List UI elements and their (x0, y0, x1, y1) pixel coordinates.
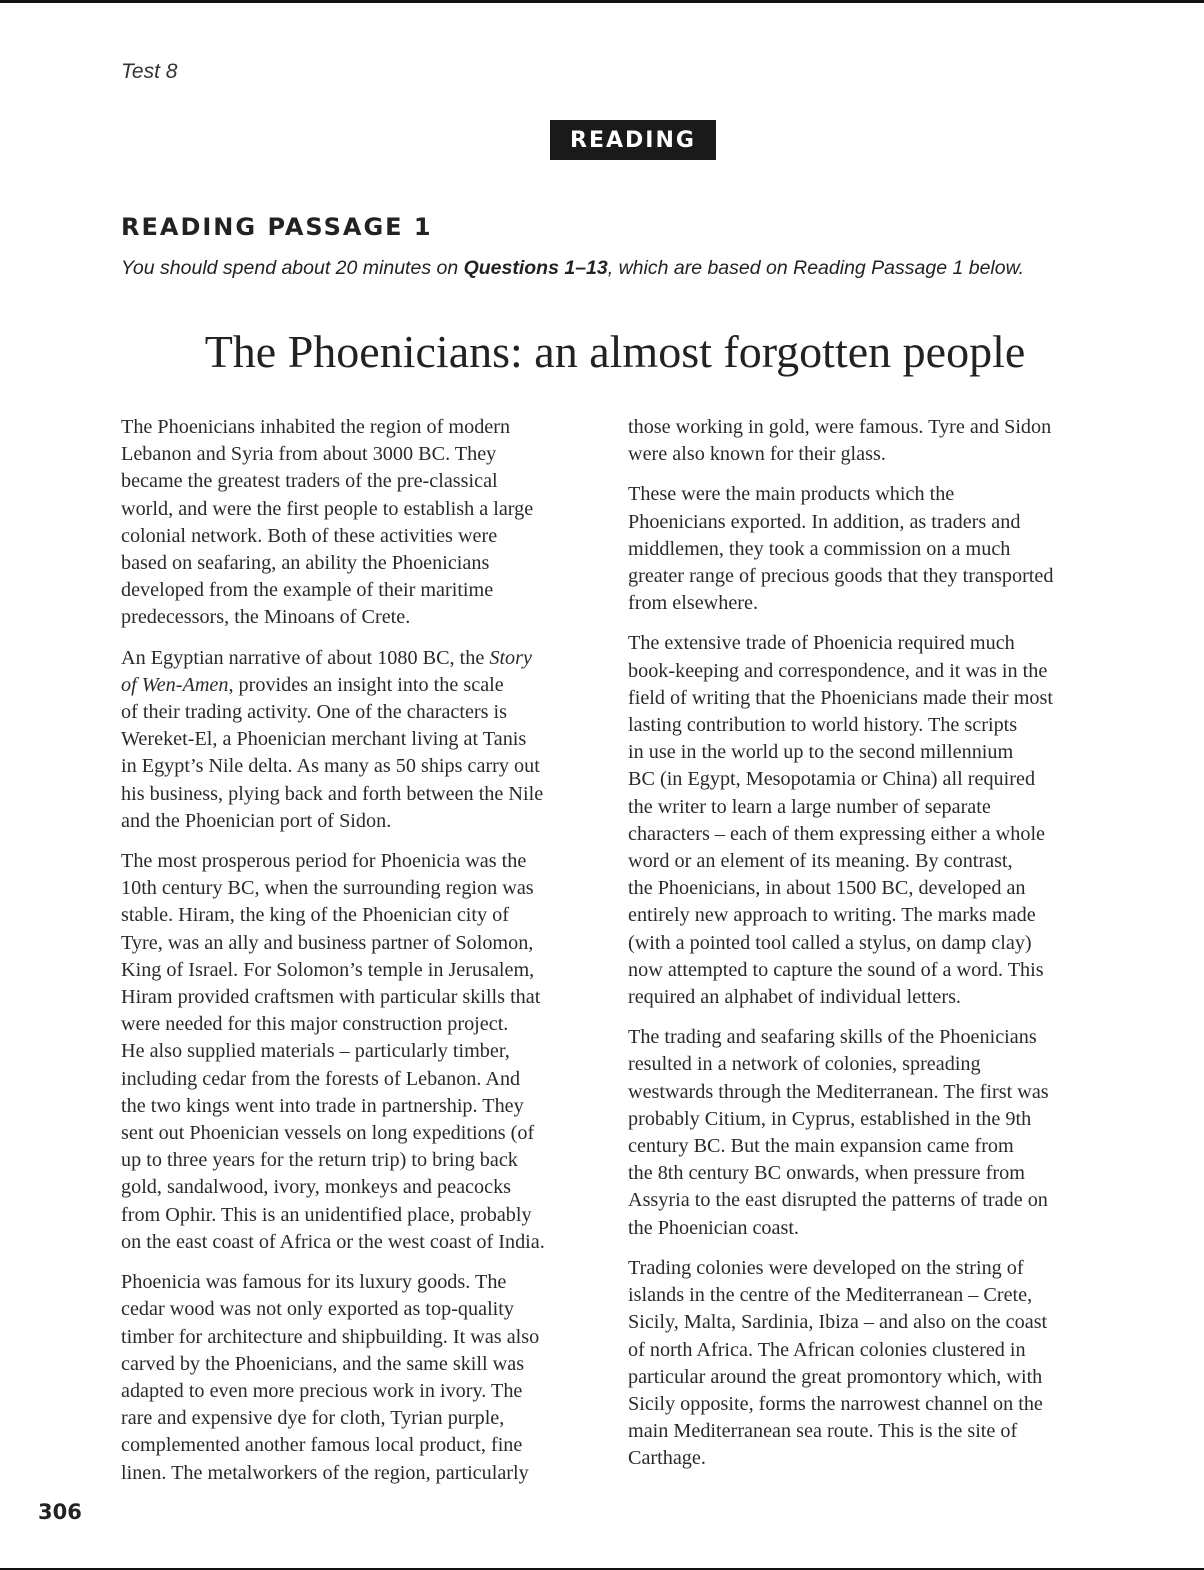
instructions (121, 257, 1121, 280)
text-line: gold, sandalwood, ivory, monkeys and peacocks (121, 1176, 512, 1199)
text-line: adapted to even more precious work in ivory. The (121, 1379, 523, 1402)
text-line: westwards through the Mediterranean. The first was (628, 1080, 1049, 1103)
text-line: of Wen-Amen, provides an insight into the scale (121, 673, 504, 696)
text-line: were also known for their glass. (628, 443, 886, 466)
instructions-prefix: You should spend about 20 minutes on (121, 257, 464, 279)
paragraph (121, 645, 609, 835)
text-line: developed from the example of their maritime (121, 579, 494, 602)
text-line: middlemen, they took a commission on a much (628, 537, 1011, 560)
paragraph (628, 1024, 1120, 1242)
text-line: colonial network. Both of these activities were (121, 524, 498, 547)
text-line: rare and expensive dye for cloth, Tyrian purple, (121, 1407, 505, 1430)
text-line: King of Israel. For Solomon’s temple in Jerusalem, (121, 958, 535, 981)
text-line: the Phoenicians, in about 1500 BC, developed an (628, 877, 1026, 900)
text-line: 10th century BC, when the surrounding region was (121, 877, 534, 900)
paragraph (121, 848, 609, 1256)
paragraph (121, 414, 609, 632)
paragraph (628, 1255, 1120, 1473)
paragraph (628, 630, 1120, 1011)
text-line: in use in the world up to the second millennium (628, 741, 1014, 764)
text-line: The extensive trade of Phoenicia required much (628, 632, 1015, 655)
text-line: of their trading activity. One of the characters is (121, 701, 508, 724)
text-line: Wereket-El, a Phoenician merchant living at Tanis (121, 728, 527, 751)
instructions-questions: Questions 1–13 (463, 257, 608, 279)
text-line: on the east coast of Africa or the west coast of India. (121, 1230, 545, 1253)
text-line: required an alphabet of individual letters. (628, 986, 961, 1009)
text-line: stable. Hiram, the king of the Phoenician city of (121, 904, 509, 927)
text-line: Carthage. (628, 1447, 706, 1470)
text-line: Phoenicians exported. In addition, as traders and (628, 510, 1021, 533)
text-line: based on seafaring, an ability the Phoenicians (121, 552, 490, 575)
text-line: Trading colonies were developed on the string of (628, 1256, 1024, 1279)
text-line: characters – each of them expressing either a whole (628, 822, 1046, 845)
paragraph (121, 1269, 609, 1487)
text-line: his business, plying back and forth between the Nile (121, 782, 544, 805)
text-line: entirely new approach to writing. The marks made (628, 904, 1036, 927)
text-line: timber for architecture and shipbuilding. It was also (121, 1325, 540, 1348)
text-line: islands in the centre of the Mediterranean – Crete, (628, 1284, 1033, 1307)
text-line: carved by the Phoenicians, and the same skill was (121, 1352, 525, 1375)
text-line: These were the main products which the (628, 483, 955, 506)
text-line: Phoenicia was famous for its luxury goods. The (121, 1271, 507, 1294)
text-line: from Ophir. This is an unidentified place, probably (121, 1203, 532, 1226)
text-line: up to three years for the return trip) to bring back (121, 1149, 518, 1172)
text-line: of north Africa. The African colonies clustered in (628, 1338, 1026, 1361)
text-line: word or an element of its meaning. By contrast, (628, 850, 1013, 873)
text-line: from elsewhere. (628, 592, 759, 615)
text-line: the Phoenician coast. (628, 1216, 799, 1239)
section-badge: READING (550, 120, 716, 160)
text-line: world, and were the first people to establish a large (121, 497, 534, 520)
text-line: cedar wood was not only exported as top-quality (121, 1298, 514, 1321)
text-line: lasting contribution to world history. The scripts (628, 714, 1018, 737)
paragraph (628, 481, 1120, 617)
text-line: Tyre, was an ally and business partner of Solomon, (121, 931, 534, 954)
text-line: the writer to learn a large number of separate (628, 795, 991, 818)
text-line: were needed for this major construction project. (121, 1013, 509, 1036)
book-title: of Wen-Amen (121, 673, 229, 696)
text-line: linen. The metalworkers of the region, particularly (121, 1461, 529, 1484)
text-line: greater range of precious goods that they transported (628, 565, 1054, 588)
passage-title: The Phoenicians: an almost forgotten people (204, 326, 1026, 377)
book-title: Story (489, 646, 532, 669)
text-line: The trading and seafaring skills of the Phoenicians (628, 1026, 1037, 1049)
text-line: those working in gold, were famous. Tyre and Sidon (628, 416, 1052, 438)
text-line: main Mediterranean sea route. This is the site of (628, 1420, 1018, 1443)
text-line: BC (in Egypt, Mesopotamia or China) all required (628, 768, 1036, 791)
left-column (121, 414, 609, 1500)
text-line: Lebanon and Syria from about 3000 BC. They (121, 443, 497, 466)
text-line: complemented another famous local product, fine (121, 1434, 523, 1457)
page-number: 306 (38, 1500, 82, 1524)
passage-heading: READING PASSAGE 1 (121, 213, 433, 241)
text-line: and the Phoenician port of Sidon. (121, 809, 392, 832)
top-border (0, 0, 1204, 3)
text-line: became the greatest traders of the pre-classical (121, 470, 498, 493)
text-line: including cedar from the forests of Lebanon. And (121, 1067, 521, 1090)
text-line: resulted in a network of colonies, spreading (628, 1053, 981, 1076)
text-line: the two kings went into trade in partnership. They (121, 1094, 524, 1117)
text-line: particular around the great promontory which, with (628, 1365, 1043, 1388)
right-column (628, 414, 1120, 1486)
instructions-suffix: , which are based on Reading Passage 1 below. (607, 257, 1025, 279)
text-line: (with a pointed tool called a stylus, on damp clay) (628, 931, 1032, 954)
text-line: Hiram provided craftsmen with particular skills that (121, 986, 541, 1009)
text-line: Sicily opposite, forms the narrowest channel on the (628, 1392, 1043, 1415)
text-line: book-keeping and correspondence, and it was in the (628, 659, 1048, 682)
paragraph (628, 414, 1120, 468)
text-line: century BC. But the main expansion came from (628, 1135, 1014, 1158)
text-line: predecessors, the Minoans of Crete. (121, 606, 411, 629)
text-line: probably Citium, in Cyprus, established in the 9th (628, 1107, 1032, 1130)
text-line: sent out Phoenician vessels on long expeditions (of (121, 1122, 535, 1145)
text-line: The Phoenicians inhabited the region of modern (121, 416, 511, 438)
test-label: Test 8 (121, 60, 178, 83)
text-line: The most prosperous period for Phoenicia was the (121, 850, 527, 873)
text-line: in Egypt’s Nile delta. As many as 50 ships carry out (121, 755, 540, 778)
text-line: An Egyptian narrative of about 1080 BC, the Story (121, 646, 532, 669)
text-line: Assyria to the east disrupted the patterns of trade on (628, 1189, 1048, 1212)
text-line: Sicily, Malta, Sardinia, Ibiza – and also on the coast (628, 1311, 1048, 1334)
text-line: field of writing that the Phoenicians made their most (628, 686, 1053, 709)
text-line: now attempted to capture the sound of a word. This (628, 958, 1044, 981)
text-line: He also supplied materials – particularly timber, (121, 1040, 510, 1063)
text-line: the 8th century BC onwards, when pressure from (628, 1162, 1025, 1185)
